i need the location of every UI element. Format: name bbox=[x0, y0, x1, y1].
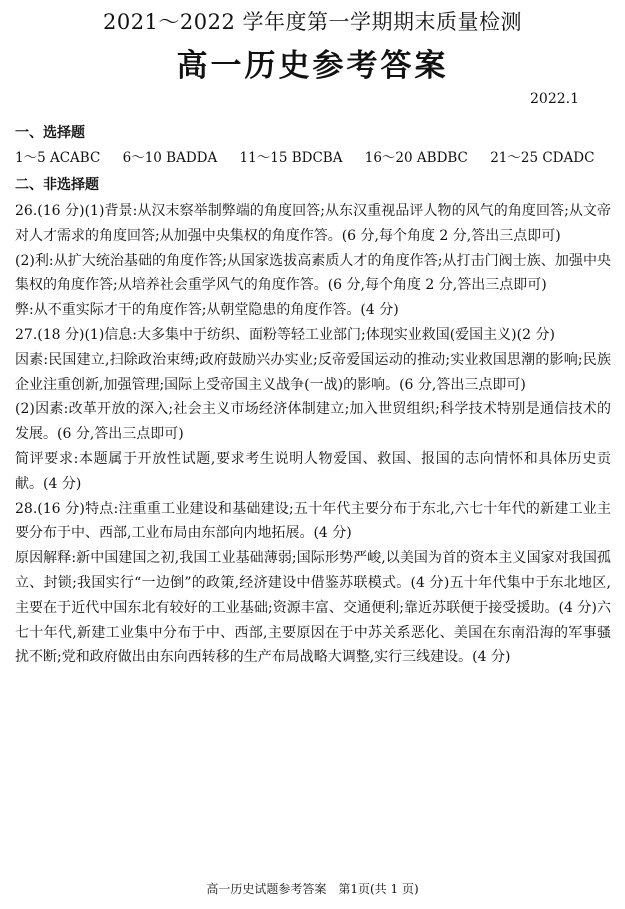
choice-section-heading: 一、选择题 bbox=[15, 125, 85, 141]
q26-part1: 26.(16 分)(1)背景:从汉末察举制弊端的角度回答;从东汉重视品评人物的风气的角度回答;从文帝对人才需求的角度回答;从加强中央集权的角度作答。(6 分,每个角度 2 分,答出三点即可) bbox=[15, 203, 611, 244]
choice-answer-group: 11～15 BDCBA bbox=[239, 150, 343, 166]
choice-answer-group: 1～5 ACABC bbox=[15, 150, 101, 166]
exam-title: 2021～2022 学年度第一学期期末质量检测 bbox=[102, 10, 523, 34]
exam-date: 2022.1 bbox=[530, 91, 579, 107]
q27-part4: 简评要求:本题属于开放性试题,要求考生说明人物爱国、救国、报国的志向情怀和具体历史贡献。(4 分) bbox=[15, 450, 611, 492]
choice-answers bbox=[15, 146, 612, 166]
subject-title: 高一历史参考答案 bbox=[176, 48, 449, 84]
choice-answer-group: 21～25 CDADC bbox=[490, 150, 595, 166]
q28-part1: 28.(16 分)特点:注重重工业建设和基础建设;五十年代主要分布于东北,六七十年代的新建工业主要分布于中、西部,工业布局由东部向内地拓展。(4 分) bbox=[15, 500, 611, 542]
q26-part2: (2)利:从扩大统治基础的角度作答;从国家选拔高素质人才的角度作答;从打击门阀士族、加强中央集权的角度作答;从培养社会重学风气的角度作答。(6 分,每个角度 2 分,答出三点即可) bbox=[15, 252, 611, 294]
page-footer: 高一历史试题参考答案 第1页(共 1 页) bbox=[206, 882, 419, 896]
choice-answer-group: 16～20 ABDBC bbox=[364, 150, 468, 166]
q26-part3: 弊:从不重实际才干的角度作答;从朝堂隐患的角度作答。(4 分) bbox=[15, 302, 399, 319]
choice-answer-group: 6～10 BADDA bbox=[122, 150, 218, 166]
nonchoice-section-heading: 二、非选择题 bbox=[15, 177, 99, 193]
q28-part2: 原因解释:新中国建国之初,我国工业基础薄弱;国际形势严峻,以美国为首的资本主义国家对我国孤立、封锁;我国实行“一边倒”的政策,经济建设中借鉴苏联模式。(4 分)五十年代集中于东北地区,主要在于近代中国东北有较好的工业基础;资源丰富、交通便利;靠近苏联便于接受援助。(4 分)六七十年代,新建工业集中分布于中、西部,主要原因在于中苏关系恶化、美国在东南沿海的军事骚扰不断;党和政府做出由东向西转移的生产布局战略大调整,实行三线建设。(4 分) bbox=[15, 550, 611, 666]
q27-part2: 因素:民国建立,扫除政治束缚;政府鼓励兴办实业;反帝爱国运动的推动;实业救国思潮的影响;民族企业注重创新,加强管理;国际上受帝国主义战争(一战)的影响。(6 分,答出三点即可) bbox=[15, 351, 611, 393]
q27-part1: 27.(18 分)(1)信息:大多集中于纺织、面粉等轻工业部门;体现实业救国(爱国主义)(2 分) bbox=[15, 326, 555, 343]
q27-part3: (2)因素:改革开放的深入;社会主义市场经济体制建立;加入世贸组织;科学技术特别是通信技术的发展。(6 分,答出三点即可) bbox=[15, 401, 611, 443]
answer-content bbox=[15, 199, 611, 670]
